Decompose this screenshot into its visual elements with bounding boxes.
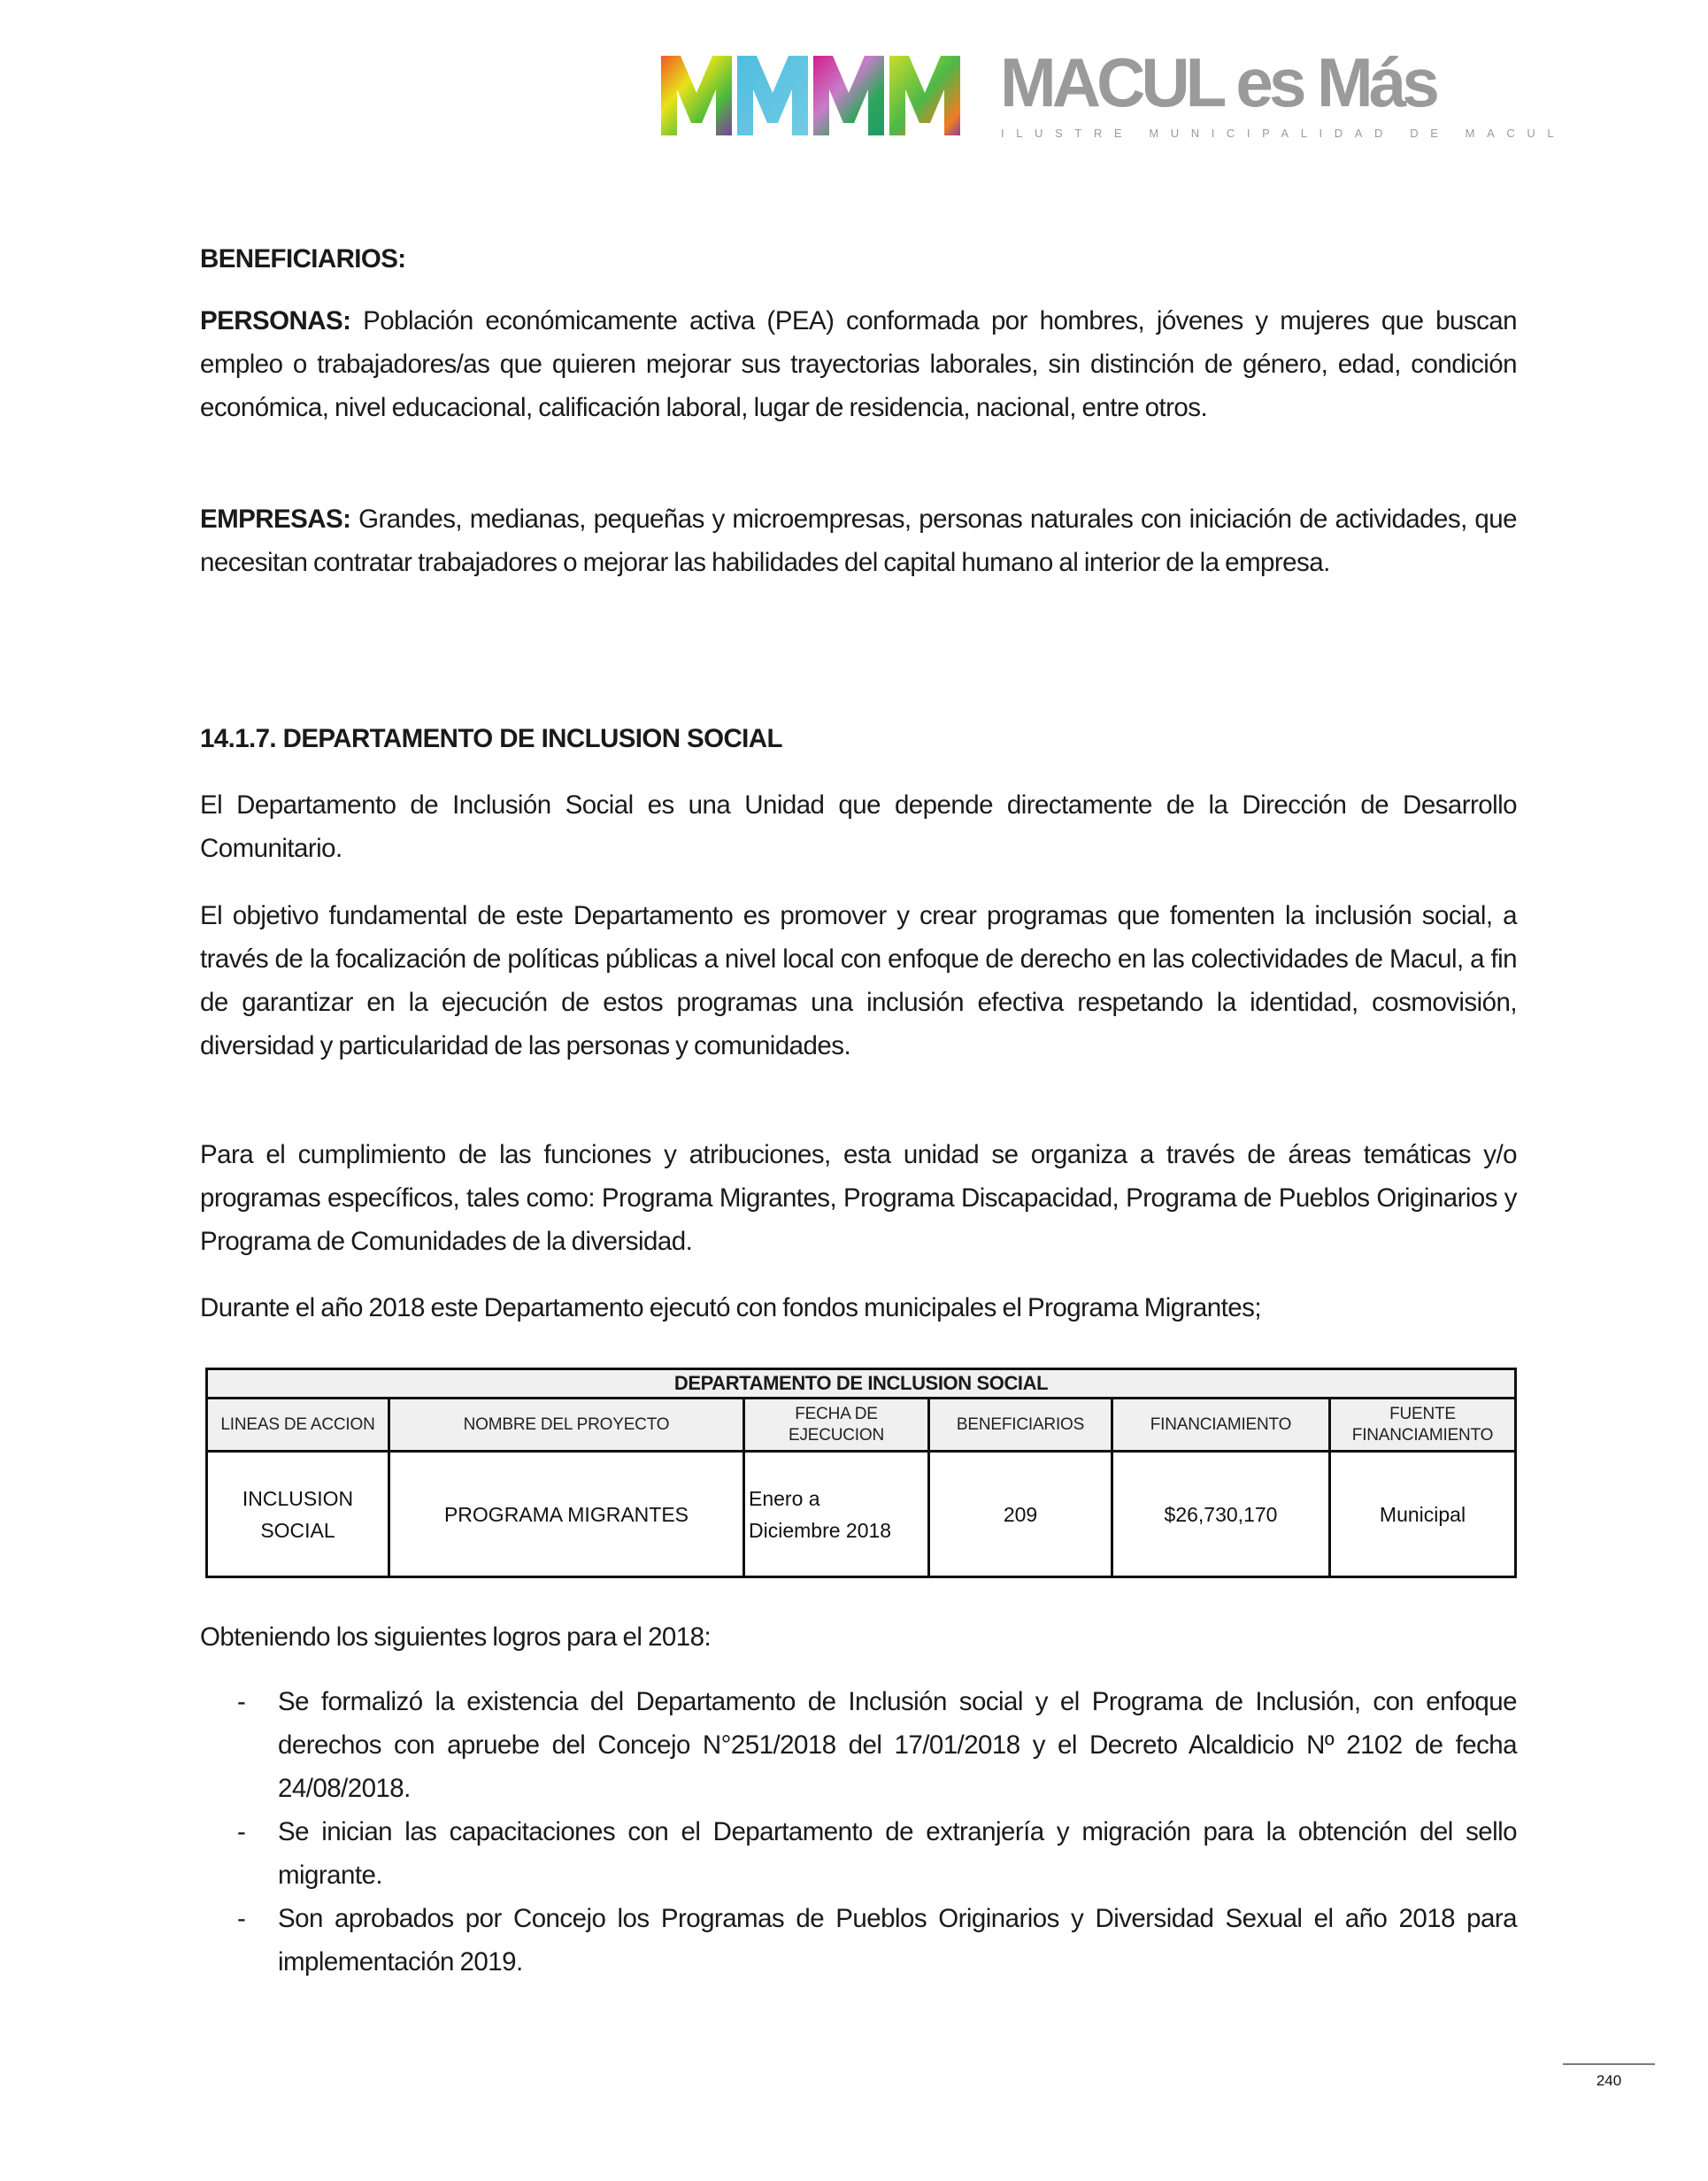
list-item: - Se inician las capacitaciones con el Departamento de extranjería y migración para la obtención del sello migrante. (200, 1810, 1517, 1897)
cell-beneficiarios: 209 (929, 1452, 1112, 1577)
cell-lineas-de-accion: INCLUSION SOCIAL (207, 1452, 389, 1577)
empresas-paragraph (200, 497, 1517, 584)
col-header-lineas-de-accion: LINEAS DE ACCION (207, 1399, 389, 1452)
logros-intro: Obteniendo los siguientes logros para el 2018: (200, 1622, 712, 1652)
beneficiarios-heading: BENEFICIARIOS: (200, 244, 406, 274)
section-paragraph-3: Para el cumplimiento de las funciones y atribuciones, esta unidad se organiza a través de áreas temáticas y/o programas específicos, tales como: Programa Migrantes, Programa Discapacidad, Programa de Pueblos Originarios y Programa de Comunidades de la diversidad. (200, 1140, 1517, 1256)
table-title-row (207, 1369, 1516, 1399)
logros-list (200, 1680, 1517, 1984)
col-header-nombre-del-proyecto: NOMBRE DEL PROYECTO (389, 1399, 744, 1452)
page-number-rule (1563, 2063, 1655, 2065)
logros-intro-wrap (200, 1615, 1517, 1659)
dash-bullet-icon: - (237, 1687, 246, 1716)
section-heading: 14.1.7. DEPARTAMENTO DE INCLUSION SOCIAL (200, 724, 782, 753)
col-header-fuente-financiamiento: FUENTE FINANCIAMIENTO (1330, 1399, 1516, 1452)
logo-wordmark: MACUL es Más (1000, 43, 1436, 121)
section-paragraph-2: El objetivo fundamental de este Departamento es promover y crear programas que fomenten la inclusión social, a través de la focalización de políticas públicas a nivel local con enfoque de derecho en las colectividades de Macul, a fin de garantizar en la ejecución de estos programas una inclusión efectiva respetando la identidad, cosmovisión, diversidad y particularidad de las personas y comunidades. (200, 901, 1517, 1060)
col-header-beneficiarios: BENEFICIARIOS (929, 1399, 1112, 1452)
beneficiarios-section (200, 237, 1517, 281)
col-header-financiamiento: FINANCIAMIENTO (1112, 1399, 1330, 1452)
personas-text: Población económicamente activa (PEA) conformada por hombres, jóvenes y mujeres que buscan empleo o trabajadores/as que quieren mejorar sus trayectorias laborales, sin distinción de género, edad, condición económica, nivel educacional, calificación laboral, lugar de residencia, nacional, entre otros. (200, 306, 1517, 422)
personas-paragraph (200, 299, 1517, 429)
empresas-label: EMPRESAS: (200, 505, 351, 534)
table-row (207, 1452, 1516, 1577)
dash-bullet-icon: - (237, 1904, 246, 1933)
logo-m-letters (661, 56, 960, 135)
personas-label: PERSONAS: (200, 306, 351, 335)
cell-fuente-financiamiento: Municipal (1330, 1452, 1516, 1577)
logo-m-icon-4 (889, 56, 960, 135)
macul-logo (661, 43, 1566, 140)
logo-subtitle: ILUSTRE MUNICIPALIDAD DE MACUL (1001, 127, 1566, 140)
logo-m-icon-3 (813, 56, 884, 135)
table-title: DEPARTAMENTO DE INCLUSION SOCIAL (207, 1369, 1516, 1399)
empresas-text: Grandes, medianas, pequeñas y microempresas, personas naturales con iniciación de actividades, que necesitan contratar trabajadores o mejorar las habilidades del capital humano al interior de la empresa. (200, 505, 1517, 577)
table-header-row (207, 1399, 1516, 1452)
cell-fecha-de-ejecucion: Enero a Diciembre 2018 (744, 1452, 929, 1577)
logros-list-wrap (200, 1680, 1517, 1984)
cell-financiamiento: $26,730,170 (1112, 1452, 1330, 1577)
list-item: - Se formalizó la existencia del Departamento de Inclusión social y el Programa de Inclusión, con enfoque derechos con apruebe del Concejo N°251/2018 del 17/01/2018 y el Decreto Alcaldicio Nº 2102 de fecha 24/08/2018. (200, 1680, 1517, 1810)
logo-m-icon-1 (661, 56, 732, 135)
inclusion-social-table (205, 1368, 1517, 1578)
logo-m-icon-2 (737, 56, 808, 135)
section-paragraph-4: Durante el año 2018 este Departamento ejecutó con fondos municipales el Programa Migrantes; (200, 1293, 1261, 1322)
page-number: 240 (1596, 2072, 1622, 2089)
section-heading-wrap (200, 717, 1517, 760)
cell-nombre-del-proyecto: PROGRAMA MIGRANTES (389, 1452, 744, 1577)
col-header-fecha-de-ejecucion: FECHA DE EJECUCION (744, 1399, 929, 1452)
list-item: - Son aprobados por Concejo los Programas de Pueblos Originarios y Diversidad Sexual el año 2018 para implementación 2019. (200, 1897, 1517, 1984)
dash-bullet-icon: - (237, 1817, 246, 1846)
section-paragraph-1: El Departamento de Inclusión Social es una Unidad que depende directamente de la Dirección de Desarrollo Comunitario. (200, 790, 1517, 863)
